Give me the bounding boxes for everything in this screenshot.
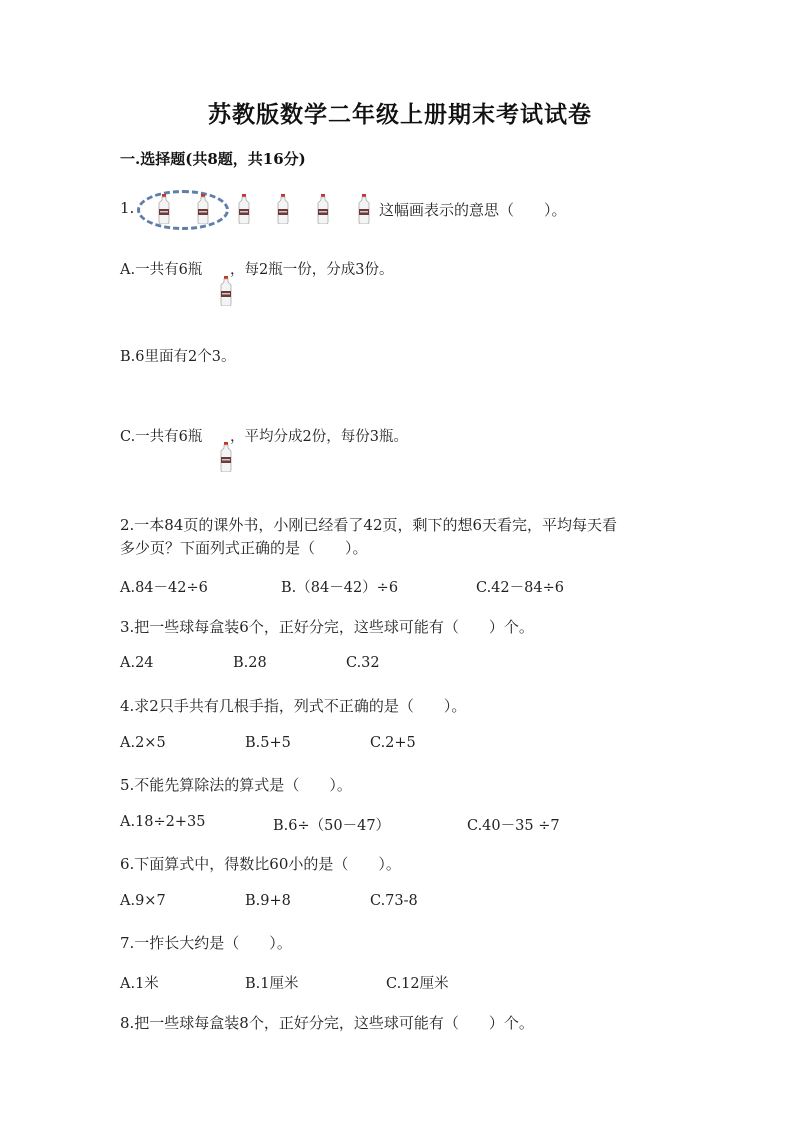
question-7-option-b: B.1厘米 — [245, 976, 299, 992]
question-5-option-c: C.40－35 ÷7 — [467, 818, 560, 834]
question-6-option-a: A.9×7 — [120, 893, 166, 909]
question-4-option-a: A.2×5 — [120, 735, 166, 751]
question-8-stem: 8.把一些球每盒装8个，正好分完，这些球可能有（ ）个。 — [120, 1014, 534, 1032]
question-7-option-c: C.12厘米 — [386, 976, 449, 992]
question-2-option-a: A.84－42÷6 — [120, 580, 208, 596]
question-5-option-a: A.18÷2+35 — [120, 814, 206, 830]
question-2-stem-line2: 多少页？下面列式正确的是（ ）。 — [120, 539, 368, 557]
question-5-option-b: B.6÷（50－47） — [273, 818, 391, 834]
water-bottle-icon — [357, 194, 371, 224]
question-5-stem: 5.不能先算除法的算式是（ ）。 — [120, 776, 352, 794]
question-1-stem: 这幅画表示的意思（ ）。 — [379, 201, 567, 219]
water-bottle-icon — [196, 194, 210, 224]
water-bottle-icon — [157, 194, 171, 224]
question-1-option-a-part2: ，每2瓶一份，分成3份。 — [230, 262, 394, 278]
question-3-option-b: B.28 — [233, 655, 267, 671]
question-1-option-c-part1: C.一共有6瓶 — [120, 429, 203, 445]
section-heading: 一.选择题(共8题，共16分) — [120, 150, 306, 168]
question-3-option-a: A.24 — [120, 655, 154, 671]
water-bottle-icon — [316, 194, 330, 224]
question-7-stem: 7.一拃长大约是（ ）。 — [120, 934, 292, 952]
question-2-option-b: B.（84－42）÷6 — [281, 580, 399, 596]
grouping-ellipse — [137, 190, 229, 230]
question-2-option-c: C.42－84÷6 — [476, 580, 564, 596]
question-1-option-a-part1: A.一共有6瓶 — [120, 262, 203, 278]
question-6-stem: 6.下面算式中，得数比60小的是（ ）。 — [120, 855, 401, 873]
water-bottle-icon — [219, 276, 233, 306]
question-3-option-c: C.32 — [346, 655, 380, 671]
water-bottle-icon — [276, 194, 290, 224]
question-2-stem-line1: 2.一本84页的课外书，小刚已经看了42页，剩下的想6天看完，平均每天看 — [120, 516, 618, 534]
question-4-option-b: B.5+5 — [245, 735, 291, 751]
question-6-option-c: C.73-8 — [370, 893, 418, 909]
question-3-stem: 3.把一些球每盒装6个，正好分完，这些球可能有（ ）个。 — [120, 618, 534, 636]
question-4-option-c: C.2+5 — [370, 735, 416, 751]
water-bottle-icon — [219, 442, 233, 472]
page-title: 苏教版数学二年级上册期末考试试卷 — [208, 101, 592, 128]
question-1-option-c-part2: ，平均分成2份，每份3瓶。 — [230, 429, 408, 445]
question-6-option-b: B.9+8 — [245, 893, 291, 909]
question-1-number: 1. — [120, 199, 135, 217]
question-7-option-a: A.1米 — [120, 976, 159, 992]
question-1-option-b: B.6里面有2个3。 — [120, 349, 236, 365]
water-bottle-icon — [237, 194, 251, 224]
question-4-stem: 4.求2只手共有几根手指，列式不正确的是（ ）。 — [120, 697, 467, 715]
